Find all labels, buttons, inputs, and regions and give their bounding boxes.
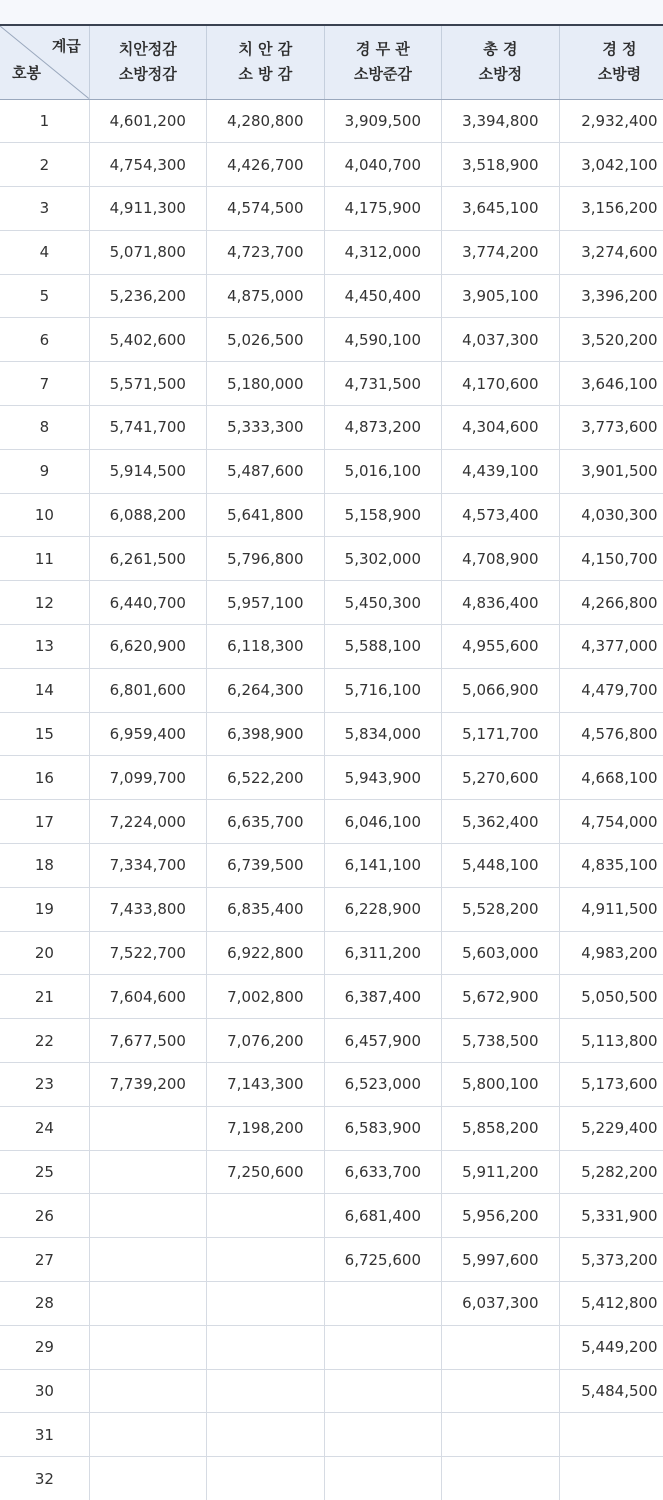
salary-cell: 3,518,900 [441, 143, 559, 187]
salary-cell: 6,523,000 [324, 1063, 441, 1107]
salary-cell [324, 1413, 441, 1457]
salary-cell: 6,739,500 [206, 844, 324, 888]
salary-cell: 5,997,600 [441, 1238, 559, 1282]
salary-cell: 6,959,400 [89, 712, 206, 756]
salary-cell: 4,873,200 [324, 406, 441, 450]
salary-cell: 6,922,800 [206, 931, 324, 975]
table-row [0, 1238, 663, 1282]
salary-cell: 5,333,300 [206, 406, 324, 450]
salary-cell: 5,171,700 [441, 712, 559, 756]
salary-cell: 7,739,200 [89, 1063, 206, 1107]
salary-cell: 7,224,000 [89, 800, 206, 844]
salary-cell [206, 1282, 324, 1326]
salary-cell: 5,173,600 [559, 1063, 663, 1107]
salary-cell: 7,250,600 [206, 1150, 324, 1194]
salary-cell: 6,037,300 [441, 1282, 559, 1326]
salary-cell: 6,635,700 [206, 800, 324, 844]
salary-cell: 2,932,400 [559, 99, 663, 143]
salary-cell [89, 1238, 206, 1282]
step-number-cell: 16 [0, 756, 89, 800]
salary-cell: 5,858,200 [441, 1106, 559, 1150]
salary-cell: 5,412,800 [559, 1282, 663, 1326]
table-row [0, 1413, 663, 1457]
salary-cell: 5,528,200 [441, 887, 559, 931]
salary-cell: 7,099,700 [89, 756, 206, 800]
salary-cell [206, 1325, 324, 1369]
table-row [0, 1150, 663, 1194]
salary-cell: 5,402,600 [89, 318, 206, 362]
salary-cell: 5,641,800 [206, 493, 324, 537]
step-number-cell: 32 [0, 1457, 89, 1500]
salary-cell: 4,668,100 [559, 756, 663, 800]
salary-cell: 6,633,700 [324, 1150, 441, 1194]
table-row [0, 230, 663, 274]
table-row [0, 1282, 663, 1326]
column-header-police-rank: 경 무 관 [355, 40, 410, 59]
salary-cell [206, 1238, 324, 1282]
salary-table [0, 24, 663, 1500]
table-row [0, 1325, 663, 1369]
salary-cell: 5,236,200 [89, 274, 206, 318]
salary-cell [324, 1369, 441, 1413]
step-number-cell: 27 [0, 1238, 89, 1282]
salary-cell [89, 1325, 206, 1369]
table-row [0, 537, 663, 581]
table-row [0, 800, 663, 844]
salary-cell: 6,398,900 [206, 712, 324, 756]
salary-cell: 7,143,300 [206, 1063, 324, 1107]
step-number-cell: 23 [0, 1063, 89, 1107]
table-row [0, 1369, 663, 1413]
step-number-cell: 3 [0, 187, 89, 231]
salary-cell: 5,741,700 [89, 406, 206, 450]
salary-cell: 3,156,200 [559, 187, 663, 231]
salary-cell: 4,573,400 [441, 493, 559, 537]
salary-cell [559, 1457, 663, 1500]
salary-cell: 5,957,100 [206, 581, 324, 625]
salary-cell: 3,394,800 [441, 99, 559, 143]
table-row [0, 975, 663, 1019]
salary-cell: 5,448,100 [441, 844, 559, 888]
salary-cell: 3,905,100 [441, 274, 559, 318]
salary-cell: 5,588,100 [324, 625, 441, 669]
table-row [0, 581, 663, 625]
salary-cell: 6,457,900 [324, 1019, 441, 1063]
salary-cell: 4,266,800 [559, 581, 663, 625]
salary-cell: 5,716,100 [324, 668, 441, 712]
salary-table-container [0, 24, 663, 1500]
step-label: 호봉 [12, 64, 41, 82]
step-number-cell: 20 [0, 931, 89, 975]
salary-cell [206, 1413, 324, 1457]
salary-cell: 6,522,200 [206, 756, 324, 800]
salary-cell [206, 1194, 324, 1238]
column-header-rank-3 [324, 25, 441, 99]
salary-cell: 5,270,600 [441, 756, 559, 800]
salary-cell: 3,520,200 [559, 318, 663, 362]
salary-cell: 7,522,700 [89, 931, 206, 975]
salary-cell: 5,071,800 [89, 230, 206, 274]
step-number-cell: 31 [0, 1413, 89, 1457]
step-number-cell: 30 [0, 1369, 89, 1413]
salary-cell: 7,677,500 [89, 1019, 206, 1063]
step-number-cell: 24 [0, 1106, 89, 1150]
salary-cell [441, 1457, 559, 1500]
column-header-rank-2 [206, 25, 324, 99]
table-row [0, 1194, 663, 1238]
salary-cell: 5,180,000 [206, 362, 324, 406]
salary-cell: 6,228,900 [324, 887, 441, 931]
salary-cell [206, 1369, 324, 1413]
salary-cell: 5,362,400 [441, 800, 559, 844]
column-header-rank-5 [559, 25, 663, 99]
salary-cell: 5,050,500 [559, 975, 663, 1019]
step-number-cell: 26 [0, 1194, 89, 1238]
salary-cell [324, 1325, 441, 1369]
step-number-cell: 25 [0, 1150, 89, 1194]
column-header-fire-rank: 소방정 [478, 65, 523, 84]
salary-cell: 7,198,200 [206, 1106, 324, 1150]
salary-cell: 4,708,900 [441, 537, 559, 581]
salary-cell: 4,601,200 [89, 99, 206, 143]
salary-cell: 3,773,600 [559, 406, 663, 450]
table-row [0, 887, 663, 931]
step-number-cell: 10 [0, 493, 89, 537]
salary-cell: 7,002,800 [206, 975, 324, 1019]
salary-cell: 5,800,100 [441, 1063, 559, 1107]
salary-cell: 5,331,900 [559, 1194, 663, 1238]
table-row [0, 1457, 663, 1500]
salary-cell [89, 1369, 206, 1413]
column-header-police-rank: 총 경 [483, 40, 518, 59]
salary-cell: 5,373,200 [559, 1238, 663, 1282]
table-row [0, 1063, 663, 1107]
salary-cell: 3,042,100 [559, 143, 663, 187]
salary-cell: 5,484,500 [559, 1369, 663, 1413]
salary-cell: 5,016,100 [324, 449, 441, 493]
column-header-fire-rank: 소방정감 [118, 65, 177, 84]
salary-cell: 6,261,500 [89, 537, 206, 581]
salary-cell [559, 1413, 663, 1457]
salary-cell: 7,604,600 [89, 975, 206, 1019]
salary-cell: 5,943,900 [324, 756, 441, 800]
table-row [0, 931, 663, 975]
salary-cell: 5,672,900 [441, 975, 559, 1019]
salary-cell: 5,302,000 [324, 537, 441, 581]
salary-cell [89, 1457, 206, 1500]
salary-cell: 5,282,200 [559, 1150, 663, 1194]
table-row [0, 318, 663, 362]
table-row [0, 712, 663, 756]
step-number-cell: 17 [0, 800, 89, 844]
header-row [0, 25, 663, 99]
step-number-cell: 29 [0, 1325, 89, 1369]
salary-cell: 4,590,100 [324, 318, 441, 362]
table-row [0, 1106, 663, 1150]
step-number-cell: 18 [0, 844, 89, 888]
table-row [0, 756, 663, 800]
salary-cell: 6,118,300 [206, 625, 324, 669]
table-row [0, 187, 663, 231]
salary-cell: 6,725,600 [324, 1238, 441, 1282]
salary-cell: 5,449,200 [559, 1325, 663, 1369]
salary-cell: 4,170,600 [441, 362, 559, 406]
salary-cell: 4,150,700 [559, 537, 663, 581]
column-header-fire-rank: 소방준감 [353, 65, 412, 84]
column-header-police-rank: 경 정 [602, 40, 637, 59]
salary-cell: 6,264,300 [206, 668, 324, 712]
step-number-cell: 4 [0, 230, 89, 274]
step-number-cell: 2 [0, 143, 89, 187]
table-row [0, 143, 663, 187]
step-number-cell: 21 [0, 975, 89, 1019]
column-header-police-rank: 치안정감 [118, 40, 177, 59]
table-row [0, 844, 663, 888]
salary-cell [89, 1150, 206, 1194]
step-number-cell: 19 [0, 887, 89, 931]
salary-cell: 4,754,300 [89, 143, 206, 187]
salary-cell: 4,911,500 [559, 887, 663, 931]
table-row [0, 1019, 663, 1063]
salary-cell: 5,956,200 [441, 1194, 559, 1238]
salary-cell: 4,280,800 [206, 99, 324, 143]
step-number-cell: 11 [0, 537, 89, 581]
salary-cell: 3,901,500 [559, 449, 663, 493]
salary-cell: 4,955,600 [441, 625, 559, 669]
salary-cell: 4,377,000 [559, 625, 663, 669]
salary-cell: 4,175,900 [324, 187, 441, 231]
salary-cell [89, 1282, 206, 1326]
salary-cell: 5,026,500 [206, 318, 324, 362]
salary-cell [89, 1106, 206, 1150]
salary-cell: 5,796,800 [206, 537, 324, 581]
salary-cell: 4,040,700 [324, 143, 441, 187]
salary-cell: 5,113,800 [559, 1019, 663, 1063]
salary-cell: 5,158,900 [324, 493, 441, 537]
step-number-cell: 8 [0, 406, 89, 450]
salary-cell: 3,909,500 [324, 99, 441, 143]
step-number-cell: 9 [0, 449, 89, 493]
table-header [0, 25, 663, 99]
table-row [0, 449, 663, 493]
salary-cell: 4,450,400 [324, 274, 441, 318]
salary-cell: 4,574,500 [206, 187, 324, 231]
salary-cell: 6,440,700 [89, 581, 206, 625]
table-row [0, 99, 663, 143]
salary-cell: 4,304,600 [441, 406, 559, 450]
step-number-cell: 22 [0, 1019, 89, 1063]
step-number-cell: 5 [0, 274, 89, 318]
salary-cell: 4,479,700 [559, 668, 663, 712]
step-number-cell: 1 [0, 99, 89, 143]
salary-cell: 4,836,400 [441, 581, 559, 625]
corner-header-cell [0, 25, 89, 99]
salary-cell: 4,576,800 [559, 712, 663, 756]
step-number-cell: 14 [0, 668, 89, 712]
salary-cell: 4,439,100 [441, 449, 559, 493]
salary-cell [89, 1194, 206, 1238]
salary-cell: 6,088,200 [89, 493, 206, 537]
salary-cell: 5,571,500 [89, 362, 206, 406]
salary-cell: 6,835,400 [206, 887, 324, 931]
salary-cell [324, 1282, 441, 1326]
salary-cell: 5,834,000 [324, 712, 441, 756]
salary-cell: 6,620,900 [89, 625, 206, 669]
salary-cell: 6,141,100 [324, 844, 441, 888]
salary-cell: 7,334,700 [89, 844, 206, 888]
salary-cell: 6,311,200 [324, 931, 441, 975]
salary-cell: 5,738,500 [441, 1019, 559, 1063]
table-body [0, 99, 663, 1500]
salary-cell: 4,754,000 [559, 800, 663, 844]
salary-cell: 6,681,400 [324, 1194, 441, 1238]
column-header-rank-4 [441, 25, 559, 99]
salary-cell [441, 1413, 559, 1457]
salary-cell: 4,312,000 [324, 230, 441, 274]
salary-cell: 4,030,300 [559, 493, 663, 537]
column-header-police-rank: 치 안 감 [238, 40, 293, 59]
salary-cell: 5,914,500 [89, 449, 206, 493]
rank-label: 계급 [51, 37, 81, 55]
salary-cell: 4,731,500 [324, 362, 441, 406]
salary-cell: 6,583,900 [324, 1106, 441, 1150]
column-header-fire-rank: 소방령 [597, 65, 642, 84]
salary-cell [89, 1413, 206, 1457]
salary-cell: 4,911,300 [89, 187, 206, 231]
salary-cell: 6,801,600 [89, 668, 206, 712]
salary-cell: 3,646,100 [559, 362, 663, 406]
salary-cell: 7,433,800 [89, 887, 206, 931]
salary-cell: 3,274,600 [559, 230, 663, 274]
salary-cell: 5,450,300 [324, 581, 441, 625]
salary-cell: 7,076,200 [206, 1019, 324, 1063]
column-header-rank-1 [89, 25, 206, 99]
table-row [0, 362, 663, 406]
column-header-fire-rank: 소 방 감 [238, 65, 293, 84]
step-number-cell: 12 [0, 581, 89, 625]
step-number-cell: 28 [0, 1282, 89, 1326]
step-number-cell: 13 [0, 625, 89, 669]
salary-cell: 3,774,200 [441, 230, 559, 274]
table-row [0, 406, 663, 450]
table-row [0, 668, 663, 712]
salary-cell: 5,066,900 [441, 668, 559, 712]
table-row [0, 274, 663, 318]
salary-cell: 5,911,200 [441, 1150, 559, 1194]
salary-cell: 4,426,700 [206, 143, 324, 187]
salary-cell: 3,645,100 [441, 187, 559, 231]
salary-cell: 4,875,000 [206, 274, 324, 318]
table-row [0, 625, 663, 669]
salary-cell: 4,983,200 [559, 931, 663, 975]
step-number-cell: 15 [0, 712, 89, 756]
salary-cell: 3,396,200 [559, 274, 663, 318]
step-number-cell: 6 [0, 318, 89, 362]
salary-cell [206, 1457, 324, 1500]
salary-cell: 5,603,000 [441, 931, 559, 975]
step-number-cell: 7 [0, 362, 89, 406]
salary-cell: 5,229,400 [559, 1106, 663, 1150]
salary-cell: 4,723,700 [206, 230, 324, 274]
table-row [0, 493, 663, 537]
salary-cell [441, 1369, 559, 1413]
salary-cell: 4,037,300 [441, 318, 559, 362]
salary-cell [324, 1457, 441, 1500]
salary-cell: 4,835,100 [559, 844, 663, 888]
salary-cell: 5,487,600 [206, 449, 324, 493]
salary-cell: 6,387,400 [324, 975, 441, 1019]
salary-cell: 6,046,100 [324, 800, 441, 844]
salary-cell [441, 1325, 559, 1369]
